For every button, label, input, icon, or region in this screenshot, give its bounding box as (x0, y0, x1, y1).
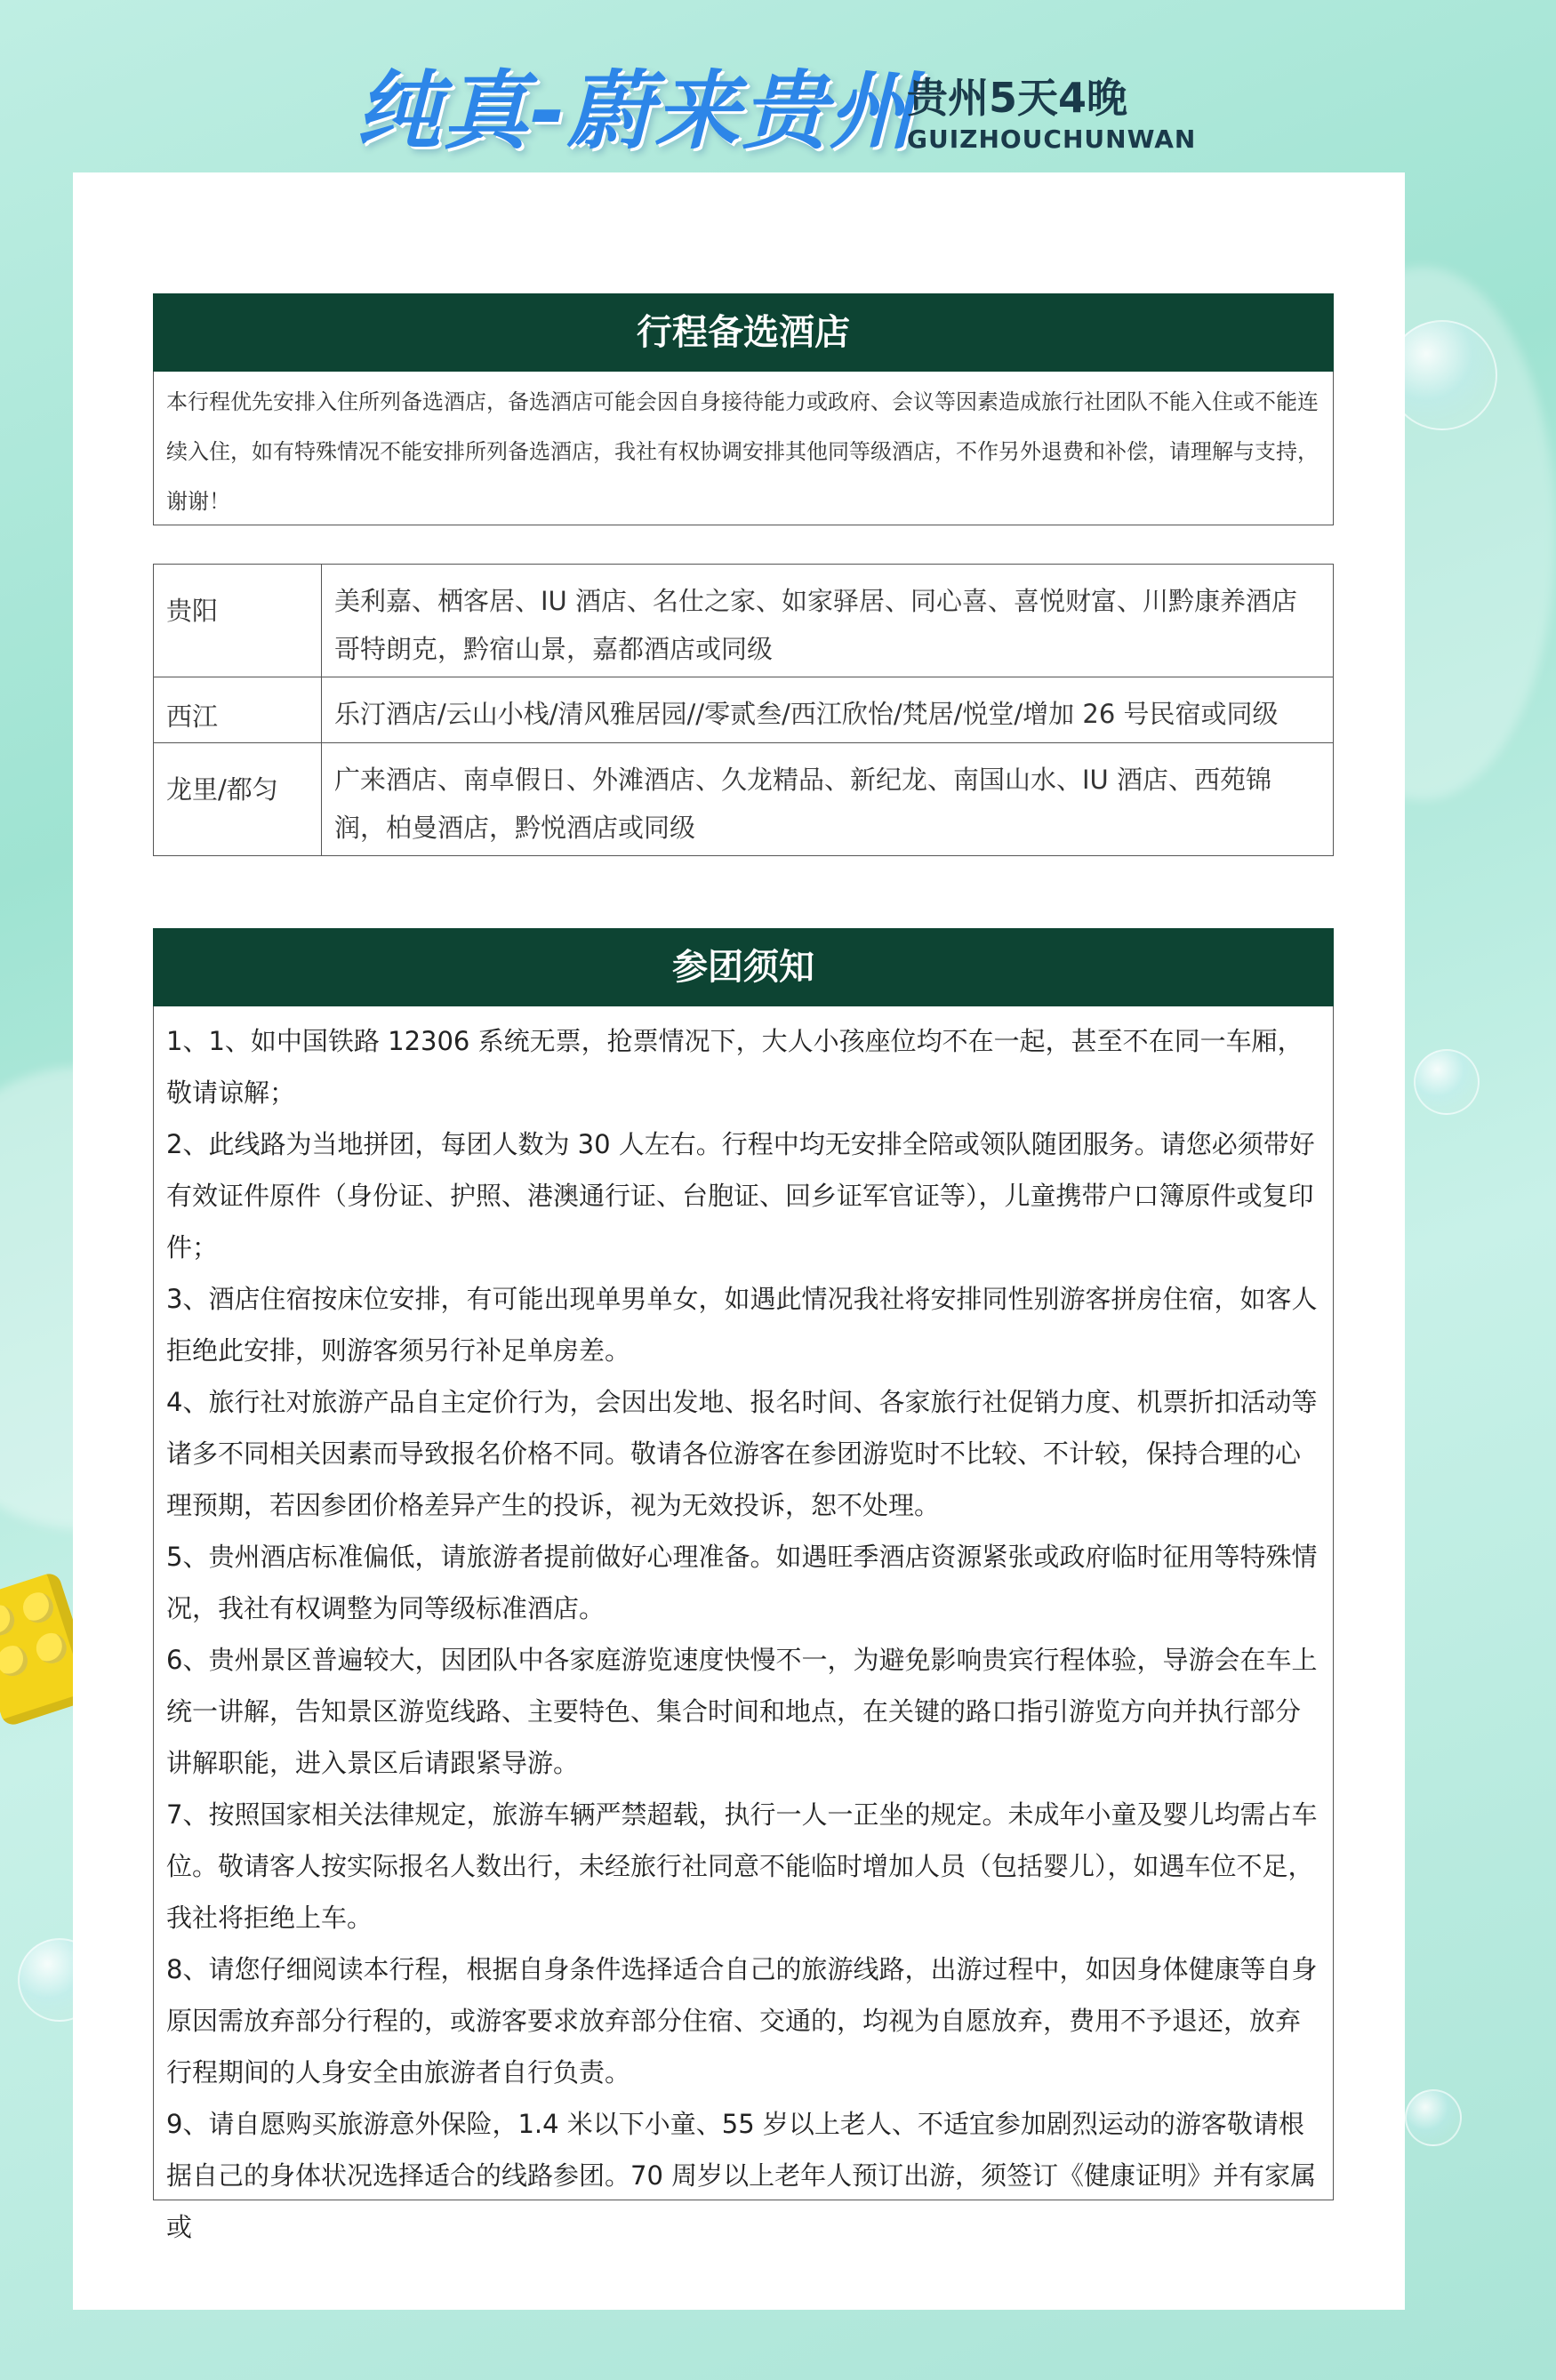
hotels-cell: 美利嘉、栖客居、IU 酒店、名仕之家、如家驿居、同心喜、喜悦财富、川黔康养酒店哥特朗克，黔宿山景，嘉都酒店或同级 (322, 565, 1334, 677)
page-title: 纯真-蔚来贵州 (356, 61, 916, 161)
trip-duration: 贵州5天4晚 (907, 74, 1128, 122)
hotels-table (153, 564, 1334, 856)
notice-item: 6、贵州景区普遍较大，因团队中各家庭游览速度快慢不一，为避免影响贵宾行程体验，导游会在车上统一讲解，告知景区游览线路、主要特色、集合时间和地点，在关键的路口指引游览方向并执行部分讲解职能，进入景区后请跟紧导游。 (166, 1645, 1318, 1778)
notice-list (154, 1006, 1333, 2253)
city-cell: 龙里/都匀 (154, 743, 322, 856)
notice-item: 7、按照国家相关法律规定，旅游车辆严禁超载，执行一人一正坐的规定。未成年小童及婴儿均需占车位。敬请客人按实际报名人数出行，未经旅行社同意不能临时增加人员（包括婴儿），如遇车位不足，我社将拒绝上车。 (166, 1799, 1318, 1933)
hotels-note: 本行程优先安排入住所列备选酒店，备选酒店可能会因自身接待能力或政府、会议等因素造成旅行社团队不能入住或不能连续入住，如有特殊情况不能安排所列备选酒店，我社有权协调安排其他同等级酒店，不作另外退费和补偿，请理解与支持，谢谢！ (166, 389, 1319, 514)
notice-item: 4、旅行社对旅游产品自主定价行为，会因出发地、报名时间、各家旅行社促销力度、机票折扣活动等诸多不同相关因素而导致报名价格不同。敬请各位游客在参团游览时不比较、不计较，保持合理的心理预期，若因参团价格差异产生的投诉，视为无效投诉，恕不处理。 (166, 1387, 1318, 1520)
notice-box (153, 1006, 1334, 2242)
notice-item: 9、请自愿购买旅游意外保险，1.4 米以下小童、55 岁以上老人、不适宜参加剧烈运动的游客敬请根据自己的身体状况选择适合的线路参团。70 周岁以上老年人预订出游，须签订《健康证明》并有家属或 (166, 2109, 1317, 2242)
hotels-note-box (153, 372, 1334, 525)
hotels-cell: 乐汀酒店/云山小栈/清风雅居园//零贰叁/西江欣怡/梵居/悦堂/增加 26 号民宿或同级 (322, 677, 1334, 743)
trip-title-english: GUIZHOUCHUNWAN (907, 124, 1197, 154)
notice-item: 1、1、如中国铁路 12306 系统无票，抢票情况下，大人小孩座位均不在一起，甚至不在同一车厢，敬请谅解； (166, 1026, 1303, 1108)
notice-item: 3、酒店住宿按床位安排，有可能出现单男单女，如遇此情况我社将安排同性别游客拼房住宿，如客人拒绝此安排，则游客须另行补足单房差。 (166, 1284, 1318, 1366)
city-cell: 西江 (154, 677, 322, 743)
hotels-heading: 行程备选酒店 (153, 293, 1334, 372)
page-header (0, 62, 1471, 160)
table-row (154, 677, 1334, 743)
notice-item: 8、请您仔细阅读本行程，根据自身条件选择适合自己的旅游线路，出游过程中，如因身体健康等自身原因需放弃部分行程的，或游客要求放弃部分住宿、交通的，均视为自愿放弃，费用不予退还，放弃行程期间的人身安全由旅游者自行负责。 (166, 1954, 1318, 2088)
bubble-decoration (1414, 1049, 1480, 1115)
table-row (154, 743, 1334, 856)
notice-item: 2、此线路为当地拼团，每团人数为 30 人左右。行程中均无安排全陪或领队随团服务。请您必须带好有效证件原件（身份证、护照、港澳通行证、台胞证、回乡证军官证等），儿童携带户口簿原件或复印件； (166, 1129, 1315, 1262)
hotels-cell: 广来酒店、南卓假日、外滩酒店、久龙精品、新纪龙、南国山水、IU 酒店、西苑锦润，柏曼酒店，黔悦酒店或同级 (322, 743, 1334, 856)
table-row (154, 565, 1334, 677)
notice-heading: 参团须知 (153, 928, 1334, 1006)
city-cell: 贵阳 (154, 565, 322, 677)
bubble-decoration (1405, 2089, 1462, 2146)
notice-item: 5、贵州酒店标准偏低，请旅游者提前做好心理准备。如遇旺季酒店资源紧张或政府临时征用等特殊情况，我社有权调整为同等级标准酒店。 (166, 1542, 1318, 1623)
